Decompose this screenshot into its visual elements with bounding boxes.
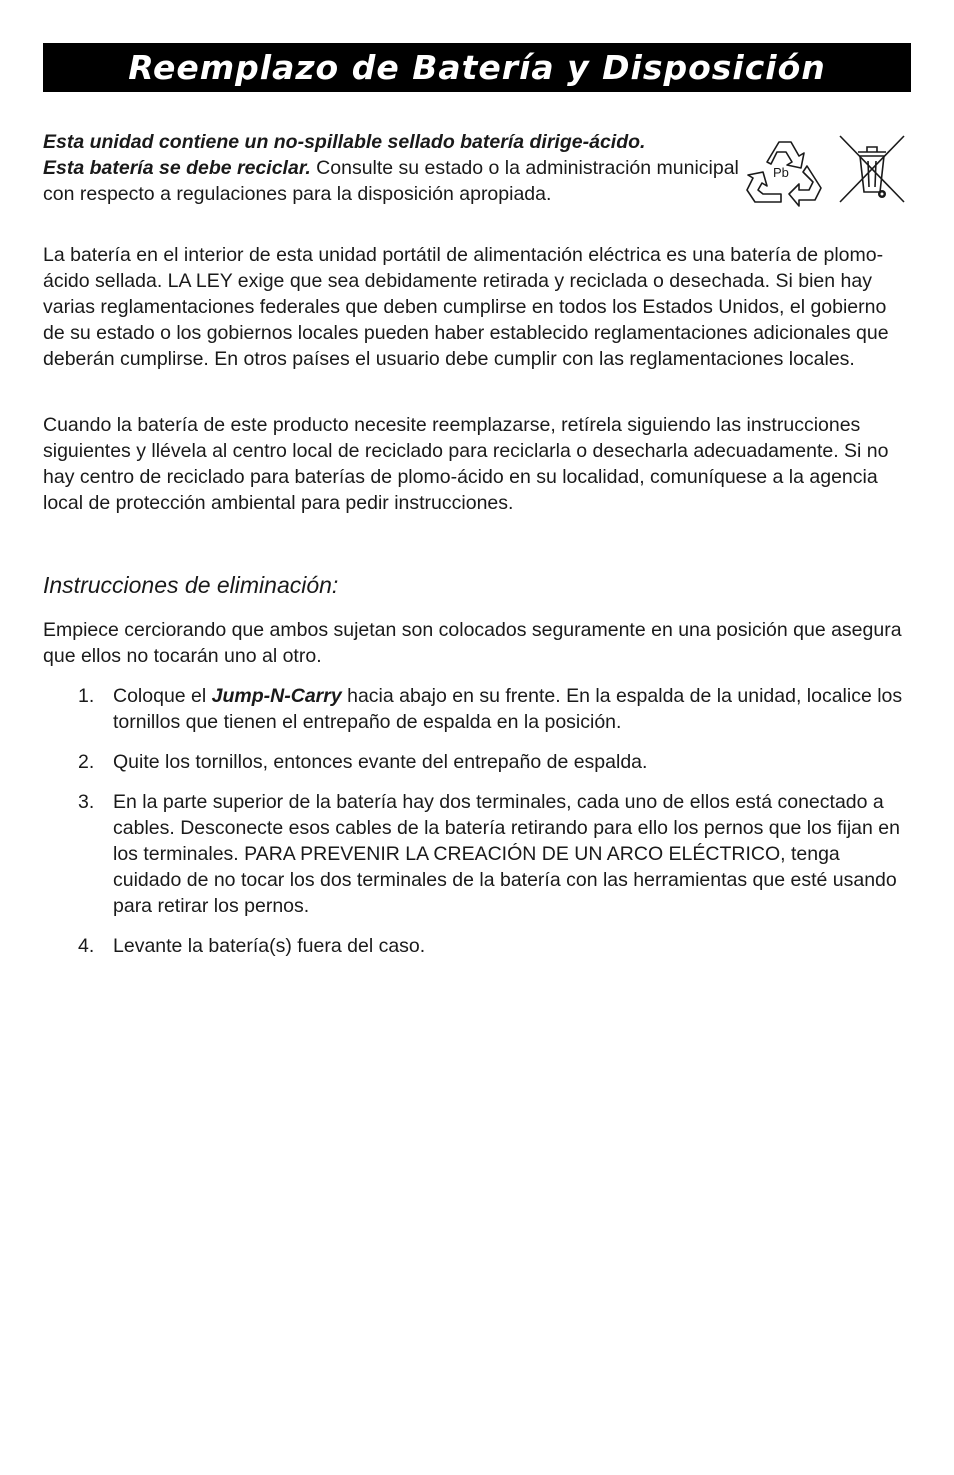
disposal-icons bbox=[741, 132, 911, 212]
intro-bold-1: Esta unidad contiene un no-spillable sellado batería dirige-ácido. bbox=[43, 131, 646, 153]
step-1 bbox=[78, 683, 911, 735]
title-bar bbox=[43, 43, 911, 92]
step-number: 2. bbox=[78, 751, 95, 773]
recycle-label: Pb bbox=[773, 165, 789, 180]
step-number: 4. bbox=[78, 935, 95, 957]
step-text: En la parte superior de la batería hay dos terminales, cada uno de ellos está conectado a cables. Desconecte esos cables de la batería retirando para ello los pernos que los fijan en los terminales. PARA PREVENIR LA CREACIÓN DE UN ARCO ELÉCTRICO, tenga cuidado de no tocar los dos terminales de la batería con las herramientas que esté usando para retirar los pernos. bbox=[113, 791, 900, 917]
subheading-disposal: Instrucciones de eliminación: bbox=[43, 572, 339, 598]
paragraph-law: La batería en el interior de esta unidad portátil de alimentación eléctrica es una batería de plomo-ácido sellada. LA LEY exige que sea debidamente retirada y reciclada o desechada. Si bien hay varias reglamentaciones federales que deben cumplirse en todos los Estados Unidos, el gobierno de su estado o los gobiernos locales pueden haber establecido reglamentaciones adicionales que deberán cumplirse. En otros países el usuario debe cumplir con las reglamentaciones locales. bbox=[43, 244, 889, 370]
lead-paragraph: Empiece cerciorando que ambos sujetan son colocados seguramente en una posición que asegura que ellos no tocarán uno al otro. bbox=[43, 619, 902, 667]
step-number: 3. bbox=[78, 791, 95, 813]
step-1-post: hacia abajo en su frente. En la espalda de la unidad, localice los tornillos que tienen el entrepaño de espalda en la posición. bbox=[113, 685, 903, 733]
step-1-pre: Coloque el bbox=[113, 685, 212, 707]
step-text: Levante la batería(s) fuera del caso. bbox=[113, 935, 426, 957]
paragraph-replacement: Cuando la batería de este producto necesite reemplazarse, retírela siguiendo las instrucciones siguientes y llévela al centro local de reciclado para reciclarla o desecharla adecuadamente. Si no hay centro de reciclado para baterías de plomo-ácido en su localidad, comuníquese a la agencia local de protección ambiental para pedir instrucciones. bbox=[43, 414, 889, 514]
intro-bold-2: Esta batería se debe reciclar. bbox=[43, 157, 311, 179]
step-3 bbox=[78, 789, 911, 919]
recycle-icon bbox=[741, 132, 827, 212]
intro-rest: Consulte su estado o la administración municipal con respecto a regulaciones para la disposición apropiada. bbox=[43, 157, 739, 205]
step-text: Quite los tornillos, entonces evante del entrepaño de espalda. bbox=[113, 751, 648, 773]
intro-paragraph bbox=[43, 129, 743, 207]
product-name: Jump-N-Carry bbox=[211, 685, 342, 707]
step-number: 1. bbox=[78, 685, 95, 707]
step-2 bbox=[78, 749, 911, 775]
page-title: Reemplazo de Batería y Disposición bbox=[128, 48, 826, 87]
crossed-out-bin-icon bbox=[836, 134, 908, 206]
step-4 bbox=[78, 933, 911, 959]
